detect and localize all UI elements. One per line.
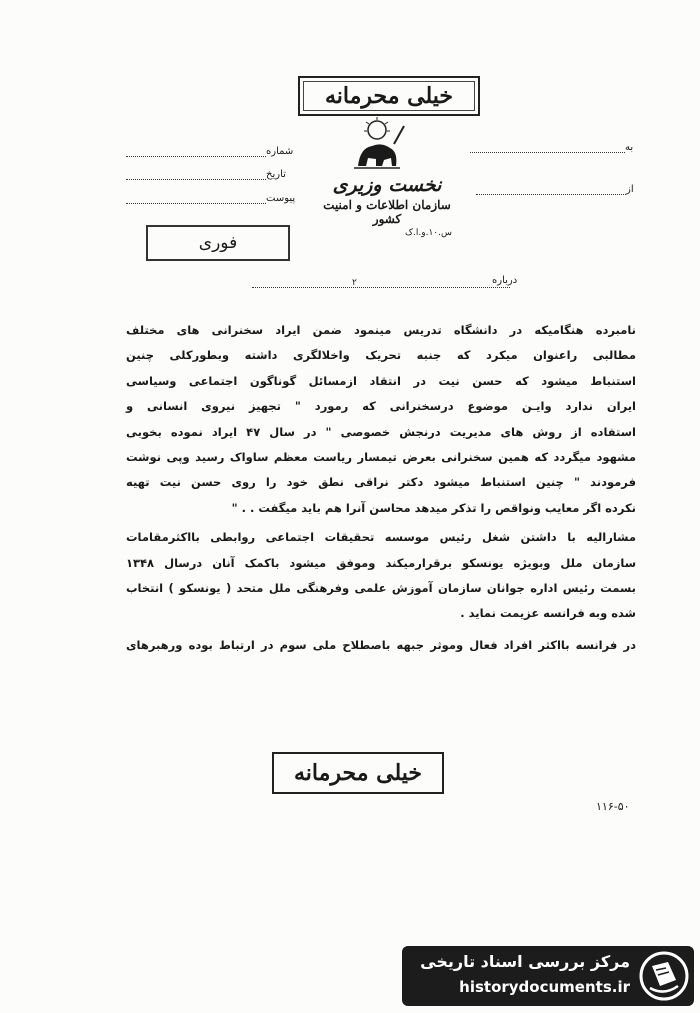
attachment-dots — [126, 193, 266, 204]
to-label: به — [625, 142, 634, 153]
body-line: مشارالیه با داشتن شغل رئیس موسسه تحقیقات اجتماعی روابطی بااکثرمقامات — [126, 530, 636, 545]
number-field — [122, 146, 293, 157]
ministry-header — [322, 174, 452, 238]
subject-dots — [252, 277, 510, 288]
to-field — [466, 142, 633, 153]
urgent-stamp: فوری — [146, 225, 290, 261]
body-line: ایران ندارد وایـن موضوع درسخنرانی که رمورد " تجهیز نیروی انسانی و — [126, 399, 636, 414]
lion-and-sun-emblem-icon — [346, 116, 408, 174]
subject-label: درباره — [492, 275, 518, 286]
bottom-secret-stamp-text: خیلی محرمانه — [293, 760, 423, 786]
number-label: شماره — [266, 146, 294, 157]
bottom-secret-stamp — [272, 752, 444, 794]
top-secret-stamp — [298, 76, 480, 116]
body-line: نکرده اگر معایب ونواقص را تذکر میدهد محاسن آنرا هم باید میگفت . . " — [231, 500, 636, 515]
body-line: استنباط میشود که حسن نیت در انتقاد ازمسائل گوناگون اجتماعی وسیاسی — [126, 373, 636, 388]
date-field — [122, 169, 286, 180]
top-secret-stamp-text: خیلی محرمانه — [324, 83, 454, 109]
ministry-code: س.۱۰.و.ا.ک — [404, 228, 452, 238]
document-archive-logo-icon — [638, 950, 690, 1002]
document-body — [126, 318, 636, 658]
attachment-field — [122, 193, 295, 204]
body-line: فرمودند " چنین استنباط میشود دکتر نراقی نطق خود را روی حسن نیت تهیه — [126, 475, 636, 490]
attachment-label: پیوست — [266, 193, 296, 204]
watermark-name: مرکز بررسی اسناد تاریخی — [420, 952, 630, 971]
from-field — [472, 184, 634, 195]
date-dots — [126, 169, 266, 180]
body-line: شده وبه فرانسه عزیمت نماید . — [460, 606, 636, 621]
to-dots — [470, 142, 625, 153]
body-line: مشهود میگردد که همین سخنرانی بعرض تیمسار ریاست معظم ساواک رسید وپی نوشت — [126, 450, 636, 465]
watermark-site: historydocuments.ir — [459, 978, 630, 996]
body-line: استفاده از روش های مدیریت درنجش خصوصی " در سال ۴۷ ایراد نموده بخوبی — [126, 424, 636, 439]
date-label: تاریخ — [266, 169, 286, 180]
body-line: سازمان ملل وبویژه یونسکو برقرارمیکند وموفق میشود باکمک آنان درسال ۱۳۴۸ — [126, 555, 636, 570]
body-line: نامبرده هنگامیکه در دانشگاه تدریس مینمود ضمن ایراد سخنرانی های مختلف — [126, 323, 636, 337]
number-dots — [126, 146, 266, 157]
ministry-title: نخست وزیری — [332, 174, 442, 196]
body-line: بسمت رئیس اداره جوانان سازمان آموزش علمی وفرهنگی ملل متحد ( یونسکو ) انتخاب — [126, 581, 636, 596]
body-line: در فرانسه بااکثر افراد فعال وموثر جبهه باصطلاح ملی سوم در ارتباط بوده ورهبرهای — [126, 637, 636, 652]
from-label: از — [626, 184, 634, 195]
subject-number: ۲ — [352, 278, 357, 288]
ministry-org: سازمان اطلاعات و امنیت کشور — [323, 198, 451, 226]
watermark-banner — [402, 946, 694, 1006]
reference-number: ۱۱۶-۵۰ — [596, 800, 630, 813]
from-dots — [476, 184, 626, 195]
body-line: مطالبی راعنوان میکرد که جنبه تحریک واخلالگری داشته وبطورکلی چنین — [126, 348, 636, 363]
